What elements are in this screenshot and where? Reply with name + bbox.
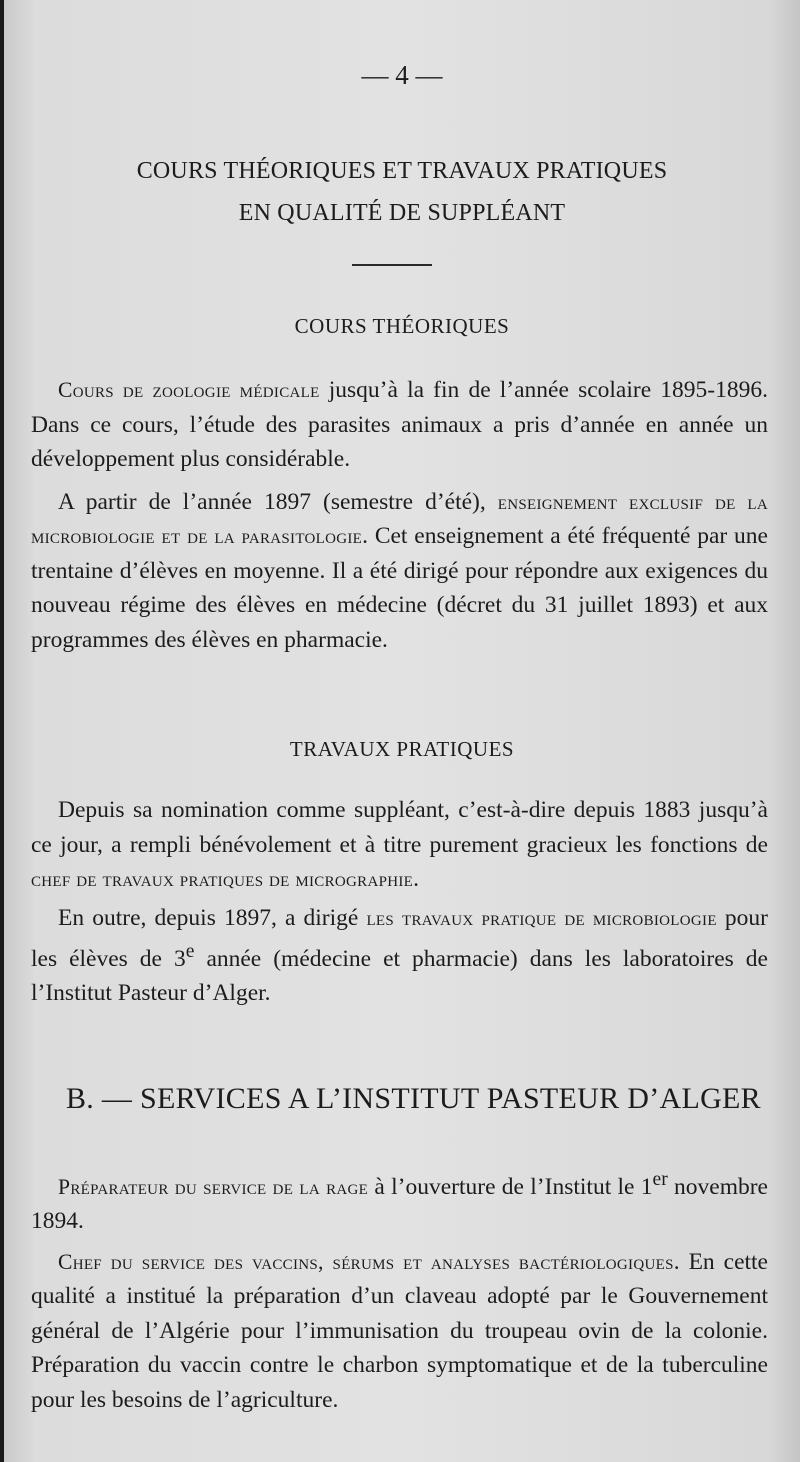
paragraph-text: novembre 1894.	[31, 1173, 768, 1235]
superscript: e	[185, 941, 195, 962]
document-page	[4, 0, 800, 1462]
superscript: er	[652, 1169, 668, 1190]
paragraph-text: jusqu’à la fin de l’année scolaire 1895-1896. Dans ce cours, l’étude des parasites animaux a pris d’année en année un développement plus considérable.	[31, 377, 769, 472]
small-caps-text: Préparateur du service de la rage	[58, 1174, 369, 1199]
divider	[352, 264, 432, 266]
paragraph-text: En outre, depuis 1897, a dirigé	[58, 904, 367, 931]
paragraph-text: à l’ouverture de l’Institut le 1	[368, 1173, 653, 1200]
paragraph-chef-service	[31, 1245, 768, 1418]
paragraph-text: . Cet enseignement a été fréquenté par une trentaine d’élèves en moyenne. Il a été dirigé pour répondre aux exigences du nouveau régime des élèves en médecine (décret du 31 juillet 1893) et aux programmes des élèves en pharmacie.	[31, 523, 768, 653]
travaux-pratiques-body	[31, 793, 768, 1011]
cours-theoriques-body	[31, 373, 768, 657]
section-b-heading: B. — SERVICES A L’INSTITUT PASTEUR D’ALGER	[66, 1082, 761, 1115]
paragraph-preparateur	[31, 1163, 768, 1239]
page-number: — 4 —	[361, 60, 443, 90]
paragraph-text: A partir de l’année 1897 (semestre d’été),	[58, 488, 498, 515]
heading-cours-theoriques: COURS THÉORIQUES	[294, 314, 510, 338]
small-caps-text: les travaux pratique de microbiologie	[366, 905, 717, 930]
paragraph-text: année (médecine et pharmacie) dans les laboratoires de l’Institut Pasteur d’Alger.	[31, 945, 768, 1007]
paragraph-cours-zoologie	[31, 373, 768, 477]
page-title-line2: EN QUALITÉ DE SUPPLÉANT	[238, 200, 566, 226]
section-b-body	[31, 1163, 768, 1417]
small-caps-text: Chef du service des vaccins, sérums et analyses bactériologiques	[58, 1249, 674, 1274]
paragraph-text: .	[413, 866, 420, 892]
paragraph-text: Depuis sa nomination comme suppléant, c’est-à-dire depuis 1883 jusqu’à ce jour, a rempli bénévolement et à titre purement gracieux les fonctions de	[31, 797, 768, 858]
small-caps-text: Cours de zoologie médicale	[58, 378, 320, 402]
small-caps-text: enseignement exclusif de la microbiologie et de la parasitologie	[31, 489, 768, 548]
paragraph-microbiologie-pratique	[31, 901, 768, 1011]
paragraph-text: pour les élèves de 3	[31, 904, 768, 972]
paragraph-text: . En cette qualité a institué la préparation d’un claveau adopté par le Gouvernement général de l’Algérie pour l’immunisation du troupeau ovin de la colonie. Préparation du vaccin contre le charbon symptomatique et de la tuberculine pour les besoins de l’agriculture.	[31, 1248, 768, 1413]
paragraph-microbiologie	[31, 485, 768, 658]
small-caps-text: chef de travaux pratiques de micrographie	[31, 867, 414, 891]
page-title-line1: COURS THÉORIQUES ET TRAVAUX PRATIQUES	[136, 158, 668, 184]
paragraph-suppleant	[31, 793, 768, 897]
heading-travaux-pratiques: TRAVAUX PRATIQUES	[289, 737, 515, 761]
